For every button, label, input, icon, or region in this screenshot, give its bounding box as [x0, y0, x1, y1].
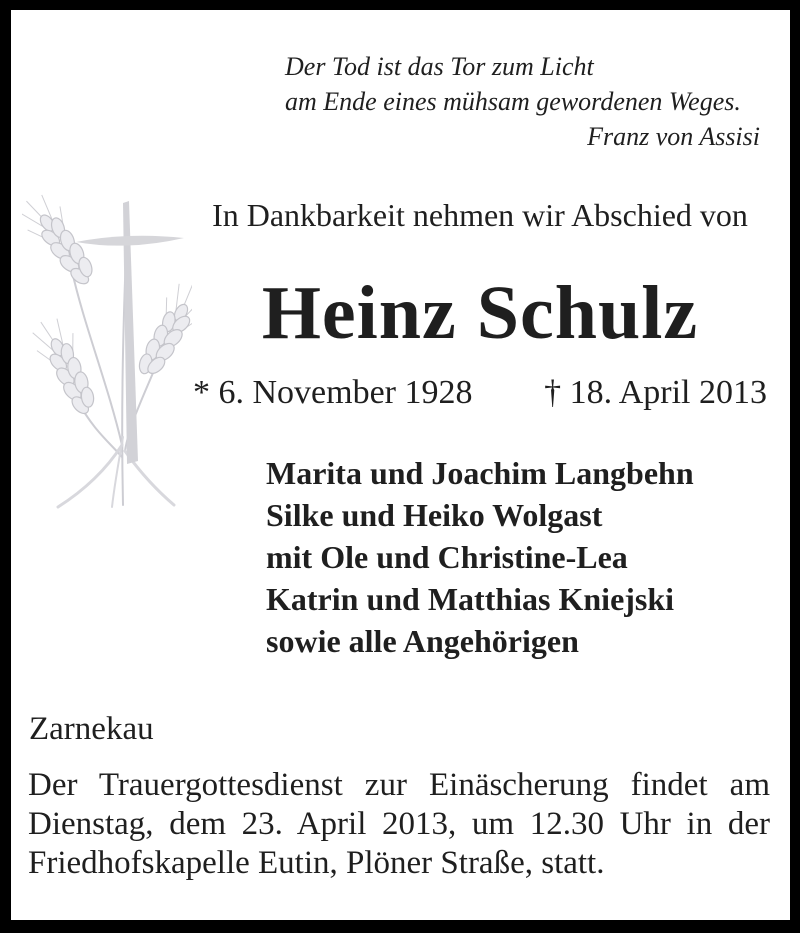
farewell-intro: In Dankbarkeit nehmen wir Abschied von [212, 197, 748, 233]
funeral-line-3: Friedhofskapelle Eutin, Plöner Straße, statt. [28, 845, 605, 881]
mourner-line: Katrin und Matthias Kniejski [266, 581, 675, 617]
mourner-line: mit Ole und Christine-Lea [266, 539, 628, 575]
death-date: † 18. April 2013 [544, 374, 767, 411]
funeral-line-2: Dienstag, dem 23. April 2013, um 12.30 Uhr in der [28, 806, 770, 842]
wheat-cross-illustration [22, 193, 192, 511]
quote-attribution: Franz von Assisi [587, 122, 760, 151]
quote-line-1: Der Tod ist das Tor zum Licht [285, 52, 594, 81]
location-line: Zarnekau [29, 711, 154, 747]
life-dates [193, 374, 767, 412]
mourner-line: sowie alle Angehörigen [266, 623, 579, 659]
funeral-notice [28, 766, 770, 883]
quote-line-2: am Ende eines mühsam gewordenen Weges. [285, 87, 741, 116]
mourner-line: Marita und Joachim Langbehn [266, 455, 694, 491]
mourners-list [266, 452, 694, 662]
birth-date: * 6. November 1928 [193, 374, 473, 411]
funeral-line-1: Der Trauergottesdienst zur Einäscherung findet am [28, 767, 770, 803]
deceased-name: Heinz Schulz [261, 271, 699, 355]
quote-block [285, 49, 760, 154]
mourner-line: Silke und Heiko Wolgast [266, 497, 603, 533]
wheat-ear-icon [26, 312, 107, 422]
